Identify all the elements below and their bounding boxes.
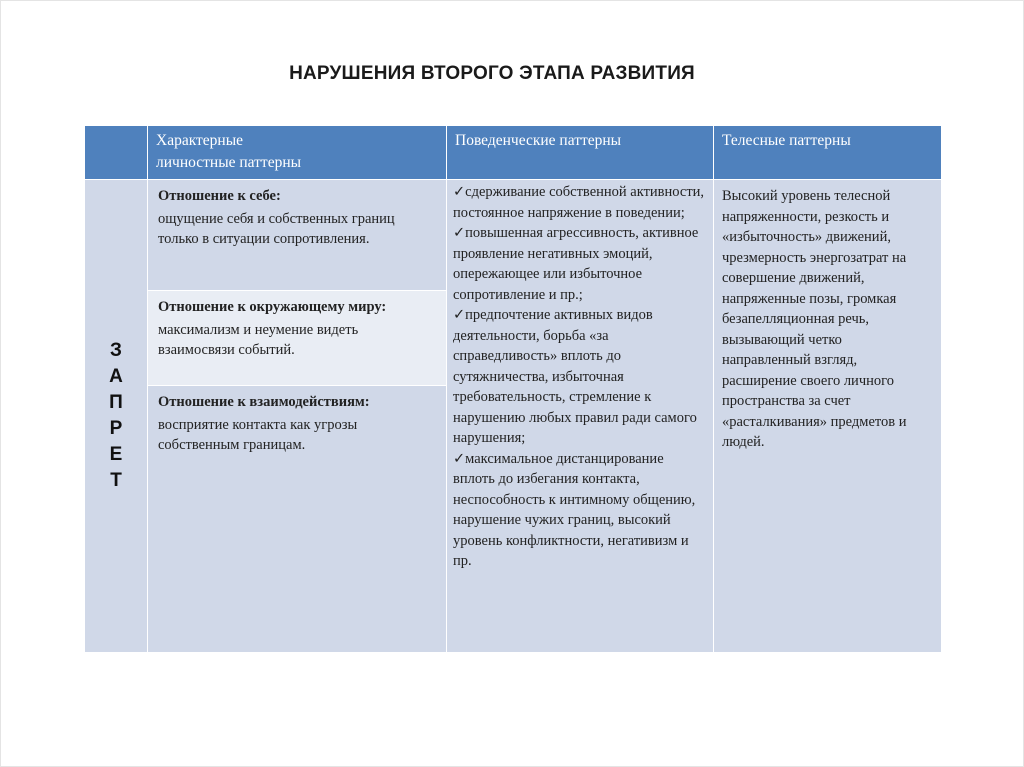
header-bodily-label: Телесные паттерны <box>722 132 851 149</box>
side-letter: Т <box>110 470 122 491</box>
header-behavioral-label: Поведенческие паттерны <box>455 132 622 149</box>
header-bodily <box>714 126 942 180</box>
personal-world-text: максимализм и неумение видеть взаимосвязи событий. <box>158 321 359 358</box>
personal-world-heading: Отношение к окружающему миру: <box>158 299 387 315</box>
header-behavioral <box>447 126 714 180</box>
bodily-text: Высокий уровень телесной напряженности, резкость и «избыточность» движений, чрезмерность энергозатрат на совершение движений, напряженные позы, громкая безапелляционная речь, вызывающий четко направленный взгляд, расширение своего личного пространства за счет «расталкивания» предметов и людей. <box>722 188 907 450</box>
personal-self-text: ощущение себя и собственных границ только в ситуации сопротивления. <box>158 210 395 247</box>
header-personal-line1: Характерные <box>156 132 244 149</box>
header-personal-line2: личностные паттерны <box>156 154 302 171</box>
personal-self-heading: Отношение к себе: <box>158 188 281 204</box>
side-letter: З <box>110 340 122 361</box>
personal-interaction-heading: Отношение к взаимодействиям: <box>158 394 370 410</box>
personal-interaction-cell <box>148 386 447 653</box>
behavior-item: ✓максимальное дистанцирование вплоть до избегания контакта, неспособность к интимному общению, нарушение чужих границ, высокий уровень конфликтности, негативизм и пр. <box>453 450 696 569</box>
behavior-item: ✓повышенная агрессивность, активное проявление негативных эмоций, опережающее или избыточное сопротивление и пр.; <box>453 225 699 303</box>
personal-interaction-text: восприятие контакта как угрозы собственным границам. <box>158 416 358 453</box>
side-label-zapret <box>85 180 148 653</box>
table-row <box>85 180 942 291</box>
behavior-item: ✓предпочтение активных видов деятельности, борьба «за справедливость» вплоть до сутяжничества, избыточная требовательность, стремление к нарушению любых правил ради самого нарушения; <box>453 307 697 446</box>
bodily-cell <box>714 180 942 653</box>
header-personal <box>148 126 447 180</box>
personal-self-cell <box>148 180 447 291</box>
side-letter: П <box>109 392 123 413</box>
patterns-table <box>84 125 942 653</box>
header-row <box>85 126 942 180</box>
behavioral-cell <box>447 180 714 653</box>
side-letter: А <box>109 366 123 387</box>
page-title: НАРУШЕНИЯ ВТОРОГО ЭТАПА РАЗВИТИЯ <box>289 63 695 84</box>
personal-world-cell <box>148 291 447 386</box>
header-corner <box>85 126 148 180</box>
side-letter: Е <box>109 444 123 465</box>
behavior-item: ✓сдерживание собственной активности, постоянное напряжение в поведении; <box>453 184 705 221</box>
side-letter: Р <box>109 418 123 439</box>
